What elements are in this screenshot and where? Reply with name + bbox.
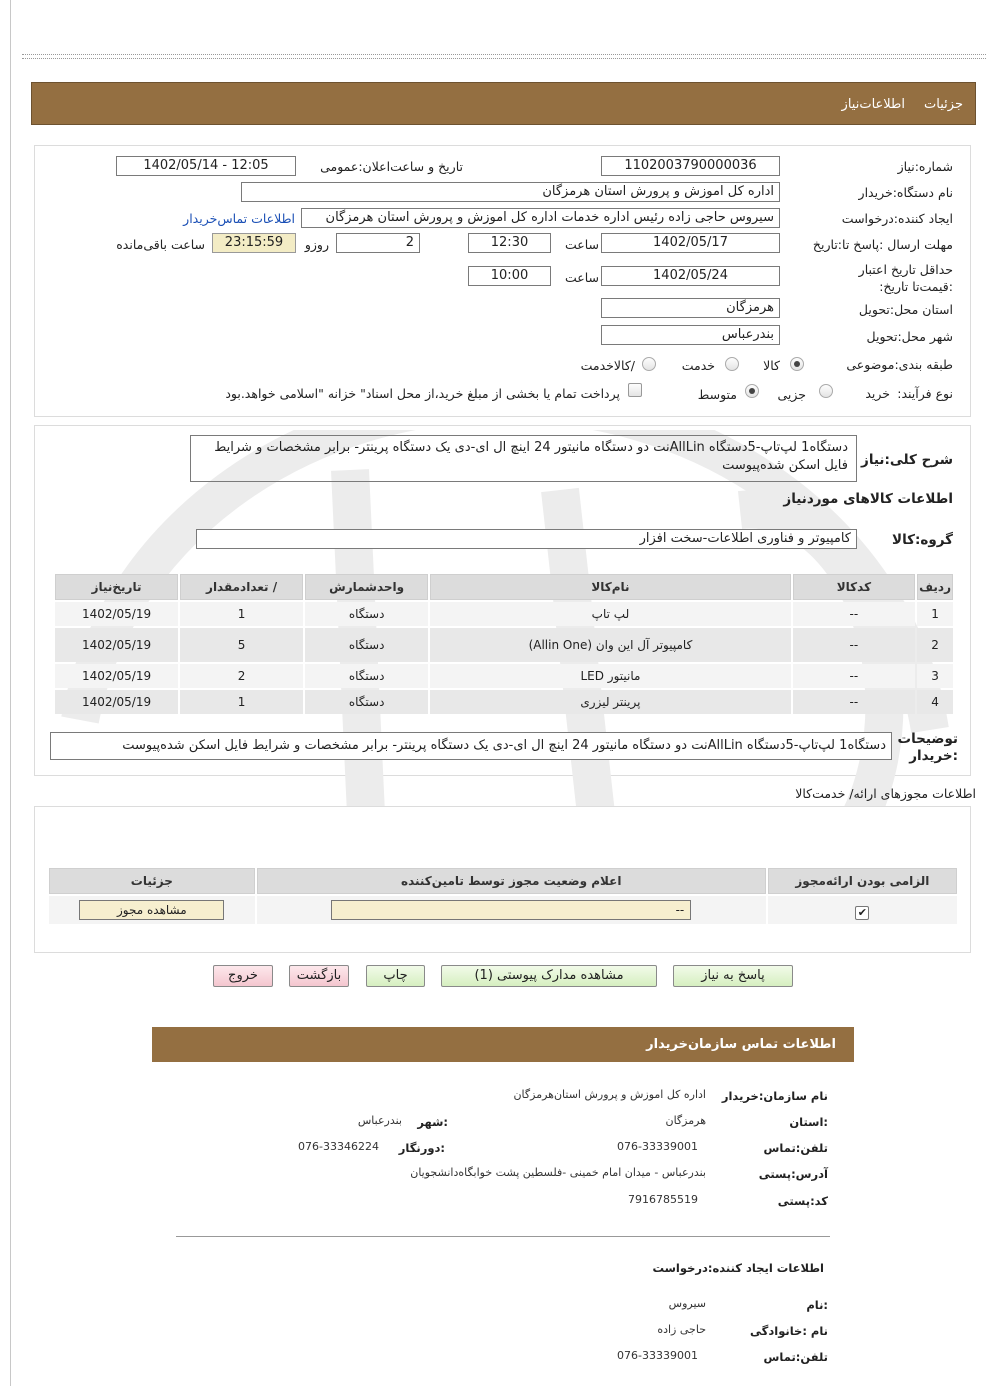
- phone-label: تلفن:تماس: [763, 1141, 828, 1155]
- cell-row: 4: [917, 690, 953, 714]
- goods-info-heading: اطلاعات کالاهای موردنیاز: [783, 491, 953, 507]
- category-goods-radio[interactable]: [790, 357, 804, 371]
- category-service-radio[interactable]: [725, 357, 739, 371]
- cell-date: 1402/05/19: [55, 664, 178, 688]
- table-row: [55, 602, 953, 626]
- province-info-label: :استان: [789, 1115, 828, 1129]
- city-info-value: بندرعباس: [357, 1114, 402, 1127]
- cell-unit: دستگاه: [305, 664, 428, 688]
- cell-unit: دستگاه: [305, 690, 428, 714]
- cell-row: 2: [917, 628, 953, 662]
- col-unit: واحدشمارش: [305, 574, 428, 600]
- buyer-field: اداره کل اموزش و پرورش استان هرمزگان: [241, 182, 780, 202]
- cell-unit: دستگاه: [305, 628, 428, 662]
- buyer-notes-label: توضیحات :خریدار: [897, 731, 958, 764]
- org-value: اداره کل اموزش و پرورش استان‌هرمزگان: [513, 1088, 706, 1101]
- creator-name-label: :نام: [806, 1298, 828, 1312]
- cell-quantity: 1: [180, 602, 303, 626]
- treasury-payment-note: پرداخت تمام یا بخشی از مبلغ خرید،از محل اسناد" خزانه "اسلامی خواهد.بود: [225, 386, 620, 401]
- cell-code: --: [793, 690, 915, 714]
- buyer-contact-heading: [152, 1027, 854, 1062]
- header-bar: [31, 82, 976, 125]
- attachments-button[interactable]: مشاهده مدارک پیوستی (1): [441, 965, 657, 987]
- category-label: طبقه بندی:موضوعی: [846, 357, 953, 372]
- permit-required-cell: [768, 896, 957, 924]
- creator-family-label: نام :خانوادگی: [750, 1324, 828, 1338]
- goods-group-label: گروه:کالا: [892, 532, 953, 548]
- need-number-label: شماره:نیاز: [897, 159, 953, 174]
- cell-name: پرینتر لیزری: [430, 690, 790, 714]
- cell-quantity: 1: [180, 690, 303, 714]
- col-details: جزئیات: [49, 868, 255, 894]
- category-goods-service-label: /کالاخدمت: [580, 358, 635, 373]
- address-value: بندرعباس - میدان امام خمینی -فلسطین پشت خوابگاه‌دانشجویان: [410, 1166, 706, 1179]
- cell-code: --: [793, 602, 915, 626]
- process-medium-label: متوسط: [697, 387, 737, 402]
- cell-date: 1402/05/19: [55, 602, 178, 626]
- goods-table: [53, 572, 955, 716]
- summary-field: دستگاه1 لپ‌تاپ-5دستگاه AllLinنت دو دستگاه مانیتور 24 اینچ ال ای-دی یک دستگاه پرینتر- برابر مشخصات و شرایط فایل اسکن شده‌پیوست: [190, 435, 857, 482]
- goods-group-field: کامپیوتر و فناوری اطلاعات-سخت افزار: [196, 529, 857, 549]
- city-field: بندرعباس: [601, 325, 780, 345]
- fax-value: 076-33346224: [298, 1140, 379, 1153]
- validity-label: حداقل تاریخ اعتبار :قیمت‌تا تاریخ:: [858, 262, 953, 294]
- process-minor-label: جزیی: [777, 387, 806, 402]
- buyer-label: نام دستگاه:خریدار: [858, 185, 953, 200]
- cell-code: --: [793, 664, 915, 688]
- remaining-label: ساعت باقی‌مانده: [116, 237, 205, 252]
- creator-name-value: سیروس: [668, 1297, 706, 1310]
- process-buy-label: خرید: [865, 386, 890, 401]
- deadline-time-field: 12:30: [468, 233, 551, 253]
- col-status: اعلام وضعیت مجوز توسط تامین‌کننده: [257, 868, 766, 894]
- cell-quantity: 2: [180, 664, 303, 688]
- permits-table: [47, 866, 959, 926]
- remaining-time-badge: 23:15:59: [212, 233, 296, 253]
- creator-label: ایجاد کننده:درخواست: [841, 211, 953, 226]
- province-info-value: هرمزگان: [665, 1114, 706, 1127]
- buyer-notes-field: دستگاه1 لپ‌تاپ-5دستگاه AllLinنت دو دستگاه مانیتور 24 اینچ ال ای-دی یک دستگاه پرینتر- برابر مشخصات و شرایط فایل اسکن شده‌پیوست: [50, 732, 892, 760]
- category-goods-label: کالا: [763, 358, 780, 373]
- cell-quantity: 5: [180, 628, 303, 662]
- permit-row: [49, 896, 957, 924]
- contact-divider: [176, 1236, 830, 1237]
- creator-phone-label: تلفن:تماس: [763, 1350, 828, 1364]
- treasury-payment-checkbox[interactable]: [628, 383, 642, 397]
- fax-label: :دورنگار: [398, 1141, 445, 1155]
- city-info-label: :شهر: [417, 1115, 448, 1129]
- announce-field: 1402/05/14 - 12:05: [116, 156, 296, 176]
- col-quantity: / تعدادمقدار: [180, 574, 303, 600]
- validity-time-field: 10:00: [468, 266, 551, 286]
- days-field: 2: [336, 233, 420, 253]
- creator-field: سیروس حاجی زاده رئیس اداره خدمات اداره کل اموزش و پرورش استان هرمزگان: [301, 208, 780, 228]
- cell-row: 1: [917, 602, 953, 626]
- cell-name: کامپیوتر آل این وان (Allin One): [430, 628, 790, 662]
- postal-label: کد:پستی: [777, 1194, 828, 1208]
- col-code: کدکالا: [793, 574, 915, 600]
- breadcrumb-need-info[interactable]: اطلاعات‌نیاز: [841, 97, 905, 112]
- cell-date: 1402/05/19: [55, 690, 178, 714]
- back-button[interactable]: بازگشت: [289, 965, 349, 987]
- cell-code: --: [793, 628, 915, 662]
- cell-name: لپ تاپ: [430, 602, 790, 626]
- address-label: آدرس:پستی: [758, 1167, 828, 1181]
- required-checkbox: ✔: [855, 906, 869, 920]
- col-date: تاریخ‌نیاز: [55, 574, 178, 600]
- province-label: استان محل:تحویل: [858, 302, 953, 317]
- creator-family-value: حاجی زاده: [657, 1323, 706, 1336]
- goods-table-header: [55, 574, 953, 600]
- need-number-field: 1102003790000036: [601, 156, 780, 176]
- process-medium-radio[interactable]: [745, 384, 759, 398]
- days-label: روزو: [304, 237, 329, 252]
- validity-date-field: 1402/05/24: [601, 266, 780, 286]
- phone-value: 076-33339001: [617, 1140, 698, 1153]
- province-field: هرمزگان: [601, 298, 780, 318]
- cell-row: 3: [917, 664, 953, 688]
- table-row: [55, 690, 953, 714]
- org-label: نام سازمان:خریدار: [721, 1089, 828, 1103]
- table-row: [55, 664, 953, 688]
- permit-status-field: --: [331, 900, 691, 920]
- permit-status-cell: [257, 896, 766, 924]
- cell-date: 1402/05/19: [55, 628, 178, 662]
- validity-time-label: ساعت: [564, 270, 599, 285]
- announce-label: تاریخ و ساعت‌اعلان:عمومی: [320, 159, 463, 174]
- buyer-contact-title: اطلاعات تماس سازمان‌خریدار: [646, 1037, 836, 1052]
- city-label: شهر محل:تحویل: [866, 329, 953, 344]
- table-row: [55, 628, 953, 662]
- breadcrumb-details[interactable]: جزئیات: [924, 97, 963, 112]
- process-type-label: نوع فرآیند:: [897, 386, 953, 401]
- deadline-time-label: ساعت: [564, 237, 599, 252]
- col-row: ردیف: [917, 574, 953, 600]
- deadline-date-field: 1402/05/17: [601, 233, 780, 253]
- top-divider: [22, 54, 986, 59]
- permit-details-cell: [49, 896, 255, 924]
- permits-table-header: [49, 868, 957, 894]
- exit-button[interactable]: خروج: [213, 965, 273, 987]
- col-name: نام‌کالا: [430, 574, 790, 600]
- process-minor-radio[interactable]: [819, 384, 833, 398]
- reply-button[interactable]: پاسخ به نیاز: [673, 965, 793, 987]
- creator-info-title: اطلاعات ایجاد کننده:درخواست: [652, 1261, 824, 1275]
- category-service-label: خدمت: [681, 358, 715, 373]
- postal-value: 7916785519: [628, 1193, 698, 1206]
- print-button[interactable]: چاپ: [366, 965, 425, 987]
- buyer-contact-link[interactable]: اطلاعات تماس‌خریدار: [183, 211, 295, 226]
- view-permit-button[interactable]: مشاهده مجوز: [79, 900, 224, 920]
- col-required: الزامی بودن ارائه‌مجوز: [768, 868, 957, 894]
- permits-title: اطلاعات مجوزهای ارائه/ خدمت‌کالا: [795, 786, 976, 801]
- summary-label: شرح کلی:نیاز: [861, 452, 953, 468]
- deadline-label: مهلت ارسال :پاسخ تا:تاریخ: [812, 237, 953, 252]
- category-goods-service-radio[interactable]: [642, 357, 656, 371]
- cell-name: مانیتور LED: [430, 664, 790, 688]
- creator-phone-value: 076-33339001: [617, 1349, 698, 1362]
- page-left-border: [10, 0, 11, 1386]
- cell-unit: دستگاه: [305, 602, 428, 626]
